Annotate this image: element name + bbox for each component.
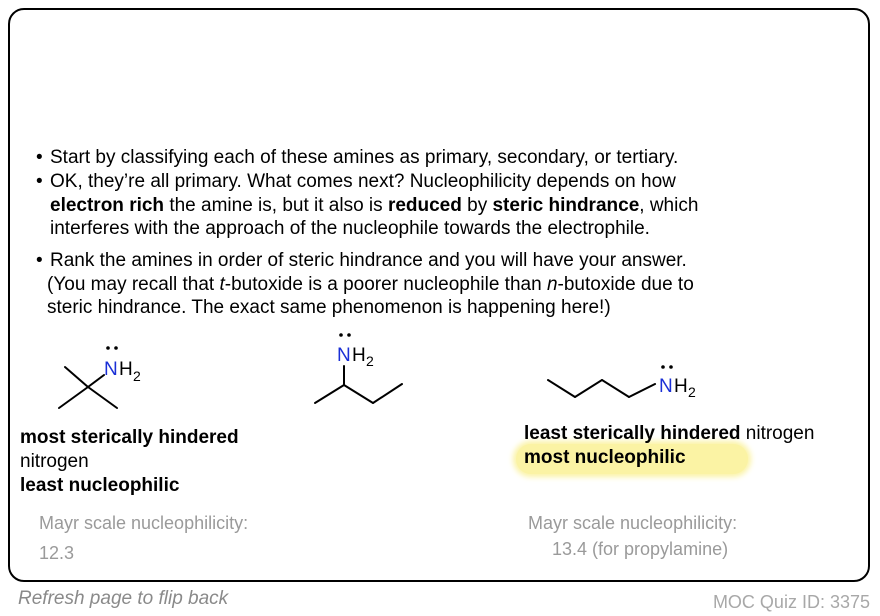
text-segment: the amine is, but it also is [164, 194, 388, 216]
text-segment: -butoxide is a poorer nucleophile than [224, 273, 547, 295]
bond [575, 380, 602, 397]
subscript-2: 2 [133, 368, 141, 384]
lone-pair-dot [106, 346, 110, 350]
bond [65, 367, 88, 387]
tert-butylamine-nh2 [104, 346, 141, 384]
n-butylamine-structure [548, 380, 655, 397]
hydrogen-atom: H [352, 345, 366, 366]
bond [315, 385, 344, 403]
hydrogen-atom: H [674, 376, 688, 397]
bond [548, 380, 575, 397]
subscript-2: 2 [366, 353, 374, 369]
term-steric-hindrance: steric hindrance [492, 194, 640, 216]
refresh-flip-link[interactable]: Refresh page to flip back [18, 588, 229, 609]
mayr-label-left: Mayr scale nucleophilicity: [39, 513, 249, 533]
text-segment: , which [639, 194, 699, 216]
label-most-nucleophilic: most nucleophilic [524, 447, 686, 468]
lone-pair-dot [339, 333, 343, 337]
bullet-nucleophilicity-line1: OK, they’re all primary. What comes next? Nucleophilicity depends on how [50, 171, 676, 192]
lone-pair-dot [669, 365, 673, 369]
mayr-value-left: 12.3 [39, 543, 75, 563]
mayr-label-right: Mayr scale nucleophilicity: [528, 513, 738, 533]
bond [88, 387, 117, 408]
nitrogen-atom: N [659, 376, 673, 397]
bullet-rank-line3: steric hindrance. The exact same phenomenon is happening here!) [47, 297, 611, 318]
nitrogen-atom: N [337, 345, 351, 366]
text-segment: -butoxide due to [557, 273, 694, 295]
term-reduced: reduced [387, 194, 462, 216]
lone-pair-dot [114, 346, 118, 350]
bond [344, 385, 373, 403]
label-nitrogen-right: nitrogen [740, 423, 815, 444]
italic-t: t [219, 273, 225, 295]
label-nitrogen: nitrogen [20, 451, 89, 472]
label-most-hindered: most sterically hindered [20, 427, 239, 448]
term-electron-rich: electron rich [50, 194, 165, 216]
bullet-rank-line1: Rank the amines in order of steric hindrance and you will have your answer. [50, 250, 687, 271]
bond [59, 387, 88, 408]
italic-n: n [546, 273, 558, 295]
quiz-id: MOC Quiz ID: 3375 [712, 592, 870, 612]
bullet-nucleophilicity-line3: interferes with the approach of the nucleophile towards the electrophile. [50, 218, 650, 239]
bullet-dot: • [36, 171, 43, 192]
text-segment: (You may recall that [47, 273, 220, 295]
subscript-2: 2 [688, 384, 696, 400]
sec-butylamine-structure [315, 366, 402, 403]
nitrogen-atom: N [104, 359, 118, 380]
lone-pair-dot [347, 333, 351, 337]
hydrogen-atom: H [119, 359, 133, 380]
label-least-hindered-bold: least sterically hindered [524, 423, 741, 444]
bond [373, 384, 402, 403]
label-least-hindered [524, 422, 814, 445]
bullet-classify-text: Start by classifying each of these amines as primary, secondary, or tertiary. [50, 147, 679, 168]
text-segment: by [461, 194, 493, 216]
bullet-dot: • [36, 250, 43, 271]
bond [88, 375, 104, 387]
label-least-nucleophilic: least nucleophilic [20, 475, 180, 496]
mayr-value-right: 13.4 (for propylamine) [552, 539, 729, 559]
sec-butylamine-nh2 [337, 333, 374, 369]
n-butylamine-nh2 [659, 365, 696, 400]
bond [629, 384, 655, 397]
bullet-dot: • [36, 147, 43, 168]
bond [602, 380, 629, 397]
lone-pair-dot [661, 365, 665, 369]
